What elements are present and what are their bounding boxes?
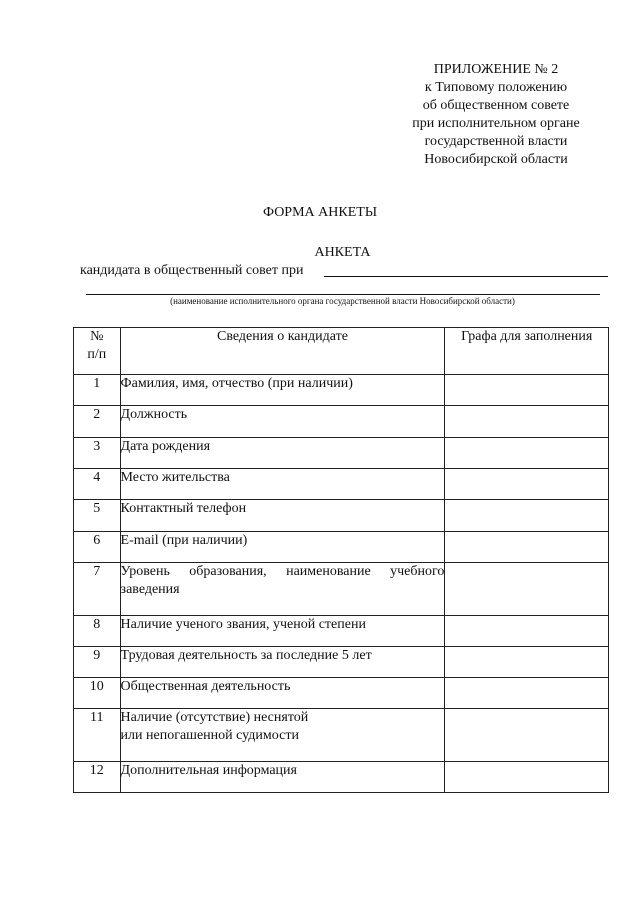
row-fill-cell[interactable] (445, 438, 609, 469)
row-fill-cell[interactable] (445, 375, 609, 406)
row-info: Контактный телефон (120, 500, 445, 532)
table-header-row (74, 328, 609, 375)
organ-name-fill-line[interactable] (324, 276, 608, 277)
appendix-line: Новосибирской области (424, 152, 568, 167)
row-info-line: Наличие (отсутствие) неснятой (120, 710, 309, 725)
table-row (74, 647, 609, 678)
table-row (74, 709, 609, 762)
row-info-line: или непогашенной судимости (120, 728, 299, 743)
row-info: Место жительства (120, 469, 445, 500)
row-num: 2 (74, 406, 121, 438)
table-row (74, 406, 609, 438)
row-num: 3 (74, 438, 121, 469)
anketa-title: АНКЕТА (314, 245, 371, 260)
header-info: Сведения о кандидате (120, 328, 445, 375)
row-info: Общественная деятельность (120, 678, 445, 709)
row-info: Трудовая деятельность за последние 5 лет (120, 647, 445, 678)
row-num: 9 (74, 647, 121, 678)
row-fill-cell[interactable] (445, 563, 609, 616)
appendix-line: к Типовому положению (424, 80, 568, 95)
header-num (74, 328, 121, 375)
form-title: ФОРМА АНКЕТЫ (262, 205, 378, 220)
organ-name-caption: (наименование исполнительного органа государственной власти Новосибирской области) (170, 296, 515, 306)
row-num: 6 (74, 532, 121, 563)
row-num: 10 (74, 678, 121, 709)
row-fill-cell[interactable] (445, 406, 609, 438)
row-num: 8 (74, 616, 121, 647)
organ-name-fill-line-2[interactable] (86, 294, 600, 295)
table-row (74, 438, 609, 469)
table-row (74, 678, 609, 709)
table-row (74, 469, 609, 500)
row-info (120, 709, 445, 762)
header-num-line1: № (90, 329, 104, 344)
row-fill-cell[interactable] (445, 532, 609, 563)
row-info: Дополнительная информация (120, 762, 445, 793)
table-row (74, 500, 609, 532)
row-num: 7 (74, 563, 121, 616)
row-fill-cell[interactable] (445, 678, 609, 709)
questionnaire-table (73, 327, 609, 793)
table-row (74, 563, 609, 616)
appendix-line: при исполнительном органе (412, 116, 580, 131)
table-row (74, 532, 609, 563)
row-num: 12 (74, 762, 121, 793)
row-info: Наличие ученого звания, ученой степени (120, 616, 445, 647)
table-row (74, 762, 609, 793)
row-fill-cell[interactable] (445, 469, 609, 500)
row-num: 4 (74, 469, 121, 500)
row-info: Должность (120, 406, 445, 438)
row-fill-cell[interactable] (445, 709, 609, 762)
row-num: 11 (74, 709, 121, 762)
candidate-label: кандидата в общественный совет при (80, 263, 304, 278)
row-num: 5 (74, 500, 121, 532)
header-num-line2: п/п (87, 347, 107, 362)
row-num: 1 (74, 375, 121, 406)
appendix-line: государственной власти (424, 134, 568, 149)
appendix-line: об общественном совете (422, 98, 570, 113)
appendix-line: ПРИЛОЖЕНИЕ № 2 (433, 62, 559, 77)
row-info: Дата рождения (120, 438, 445, 469)
row-fill-cell[interactable] (445, 500, 609, 532)
row-fill-cell[interactable] (445, 647, 609, 678)
table-row (74, 616, 609, 647)
row-info: Уровень образования, наименование учебного заведения (120, 563, 445, 616)
appendix-block (380, 61, 612, 169)
row-fill-cell[interactable] (445, 616, 609, 647)
row-fill-cell[interactable] (445, 762, 609, 793)
table-row (74, 375, 609, 406)
row-info: E-mail (при наличии) (120, 532, 445, 563)
header-fill: Графа для заполнения (445, 328, 609, 375)
row-info: Фамилия, имя, отчество (при наличии) (120, 375, 445, 406)
